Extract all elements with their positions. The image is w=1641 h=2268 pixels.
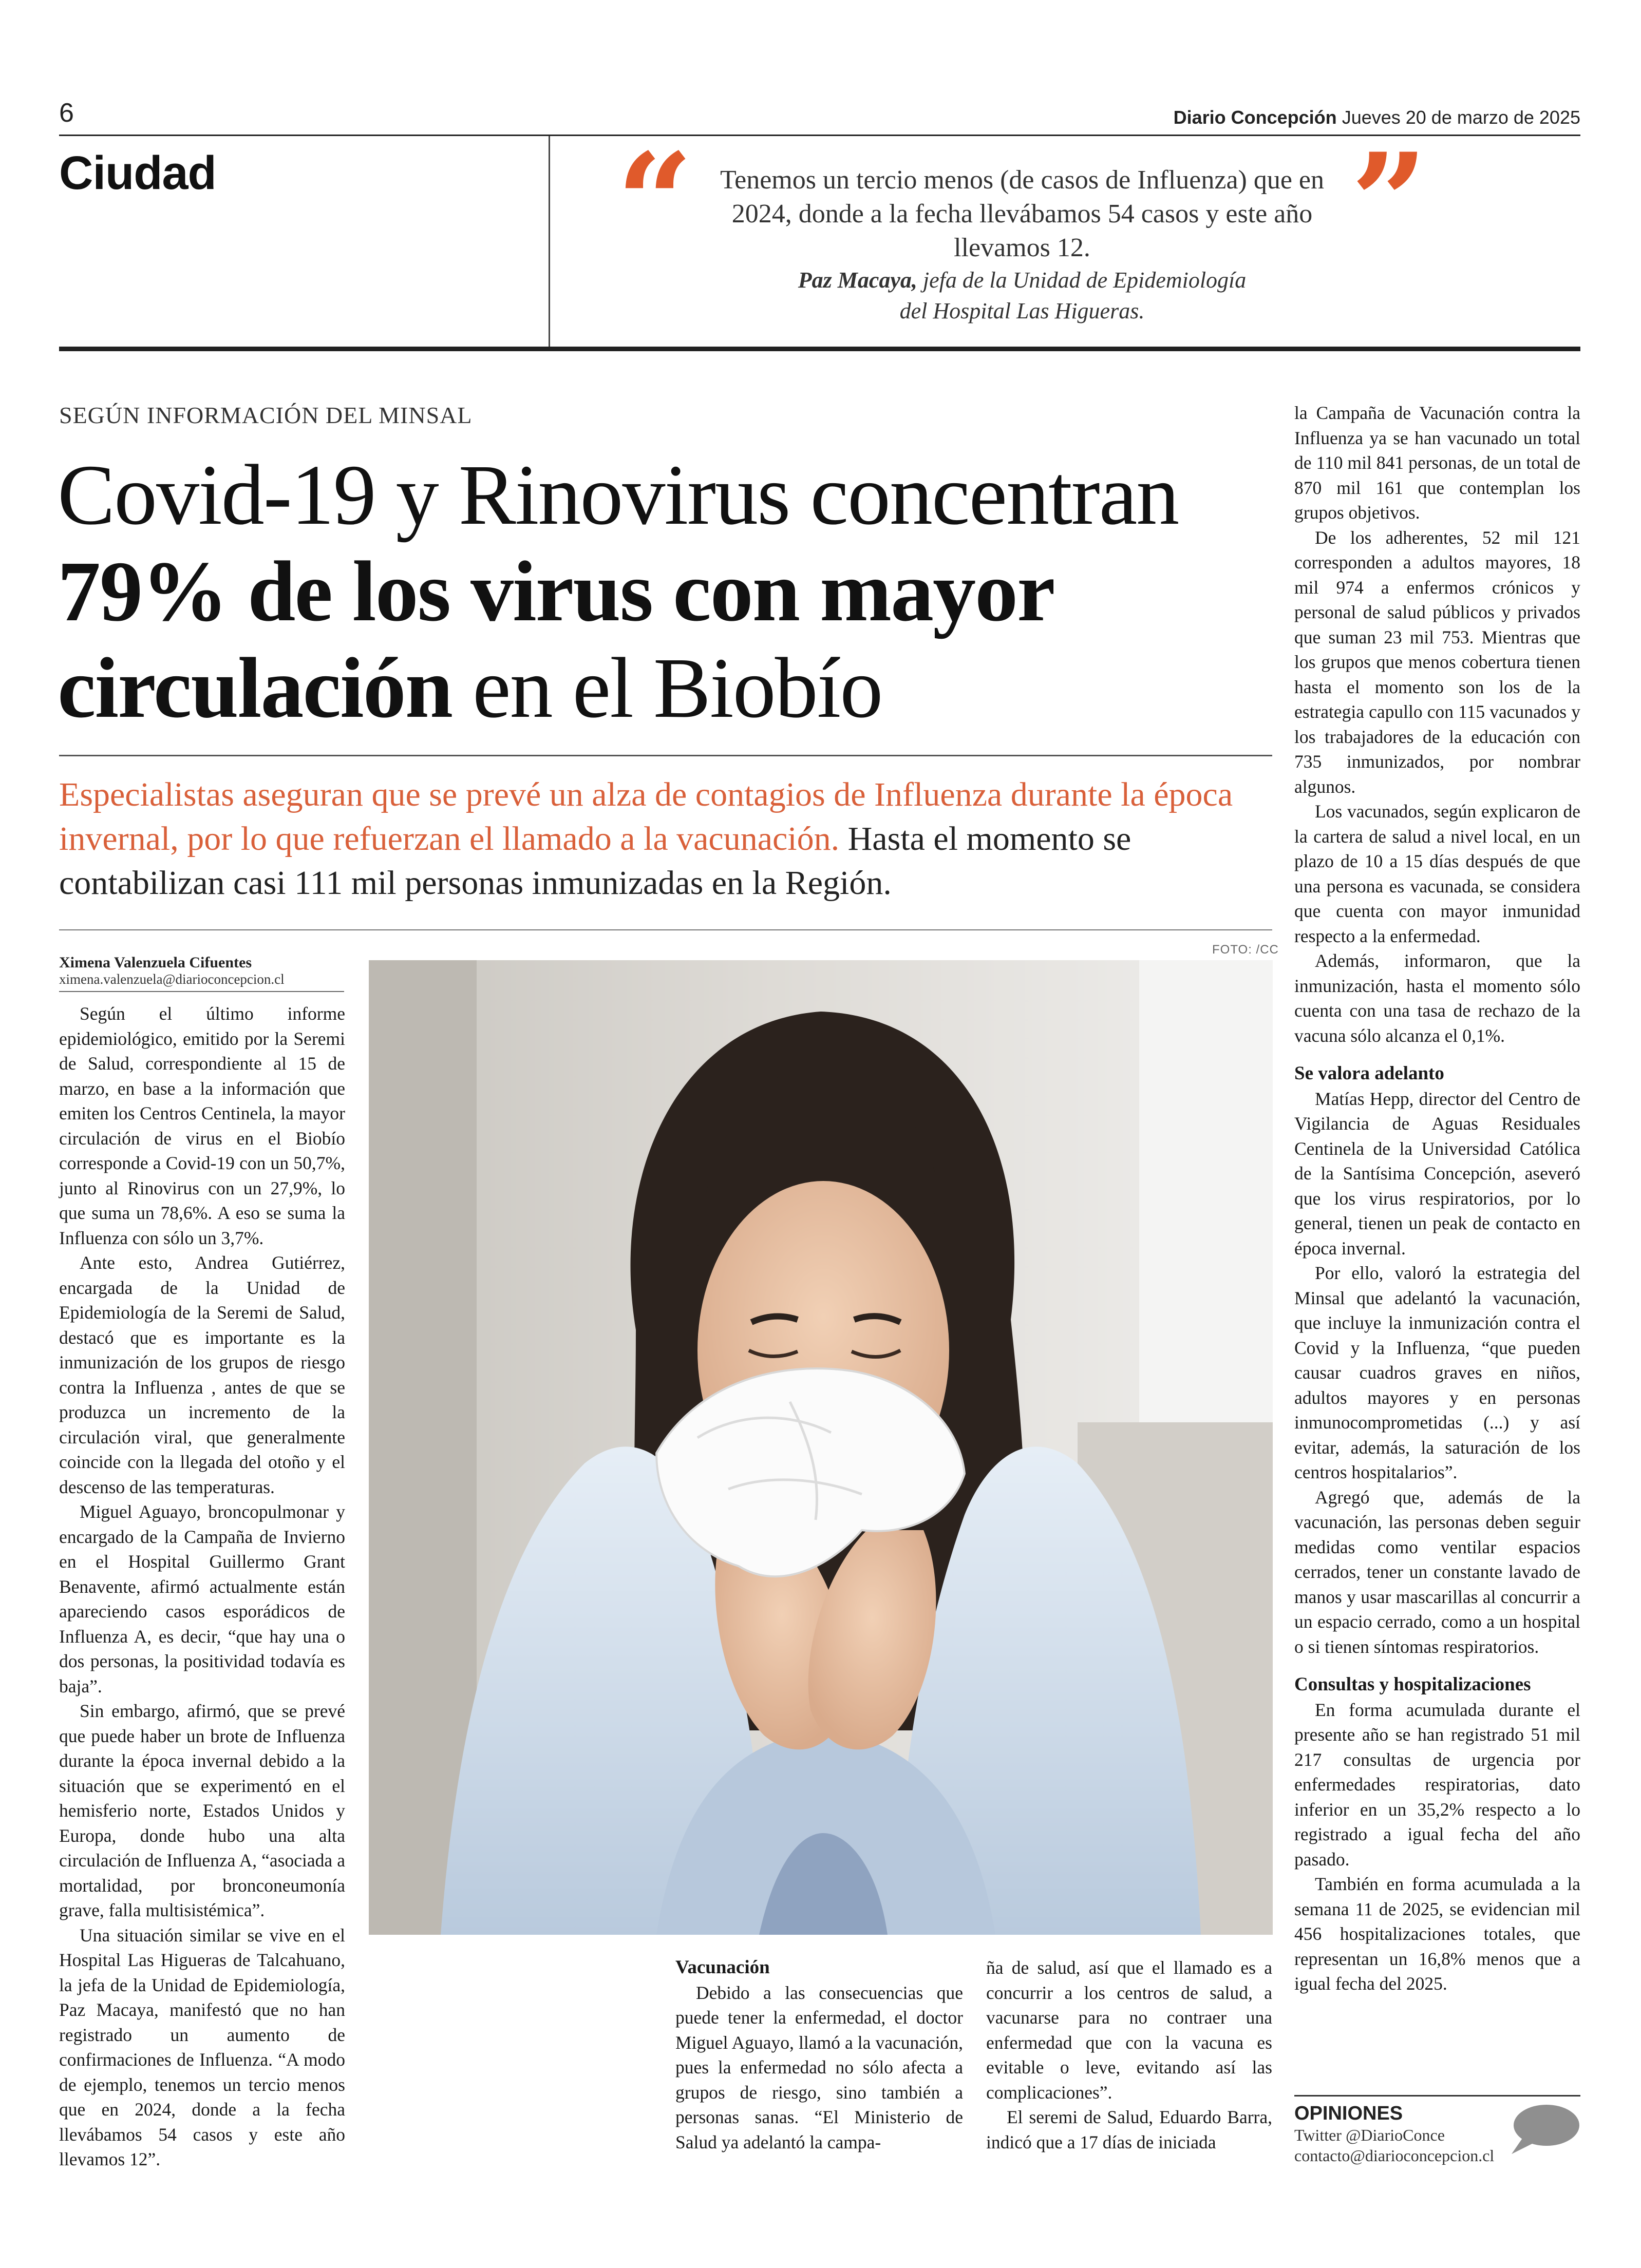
headline-line-3-bold: circulación xyxy=(58,640,452,736)
byline-rule xyxy=(59,991,344,992)
paragraph: Los vacunados, según explicaron de la cartera de salud a nivel local, en un plazo de 10 a 15 días después de que una persona es vacunada, se considera que cuenta con mayor inmunidad respecto a la enfermedad. xyxy=(1294,801,1580,946)
subheading-consultas: Consultas y hospitalizaciones xyxy=(1294,1674,1531,1695)
paragraph: También en forma acumulada a la semana 11 de 2025, se evidencian mil 456 hospitalizaciones totales, que representan un 16,8% menos que a igual fecha del 2025. xyxy=(1294,1874,1580,1994)
article-headline xyxy=(58,447,1290,736)
lead-rule xyxy=(59,929,1272,930)
header-divider xyxy=(549,136,550,347)
subheading-se-valora-adelanto: Se valora adelanto xyxy=(1294,1063,1444,1084)
pullquote-author-role: jefa de la Unidad de Epidemiología xyxy=(922,268,1247,293)
opinions-email[interactable]: contacto@diarioconcepcion.cl xyxy=(1294,2146,1495,2165)
byline-email[interactable]: ximena.valenzuela@diarioconcepcion.cl xyxy=(59,971,285,987)
paragraph: De los adherentes, 52 mil 121 corresponden a adultos mayores, 18 mil 974 a enfermos crónicos y personal de salud públicos y privados que suman 23 mil 753. Mientras que los grupos que menos cobertura tienen hasta el momento son los de la estrategia capullo con 115 vacunados y los trabajadores de la educación con 735 inmunizados, por nombrar algunos. xyxy=(1294,527,1580,797)
article-photo[interactable] xyxy=(369,960,1273,1935)
article-column-1 xyxy=(59,1001,345,2172)
section-title[interactable]: Ciudad xyxy=(59,147,216,199)
paragraph: Agregó que, además de la vacunación, las personas deben seguir medidas como ventilar espacios cerrados, tener un constante lavado de manos y usar mascarillas al concurrir a un espacio cerrado, como a un hospital o si tienen síntomas respiratorios. xyxy=(1294,1486,1580,1657)
opinions-title: OPINIONES xyxy=(1294,2103,1403,2124)
headline-line-1: Covid-19 y Rinovirus concentran xyxy=(58,447,1179,543)
paragraph: En forma acumulada durante el presente año se han registrado 51 mil 217 consultas de urgencia por enfermedades respiratorias, dato inferior en un 35,2% respecto a lo registrado a igual fecha del año pasado. xyxy=(1294,1699,1580,1870)
article-kicker: SEGÚN INFORMACIÓN DEL MINSAL xyxy=(59,402,473,428)
byline-name: Ximena Valenzuela Cifuentes xyxy=(59,954,252,971)
photo-credit: FOTO: /CC xyxy=(1212,943,1279,957)
pullquote-author xyxy=(709,265,1335,327)
newspaper-name[interactable]: Diario Concepción xyxy=(1173,107,1337,128)
lead-rest: Hasta el momento se contabilizan casi 111 mil personas inmunizadas en la Región. xyxy=(59,820,1131,902)
speech-bubble-icon xyxy=(1507,2103,1580,2156)
open-quote-icon: “ xyxy=(616,124,693,281)
pullquote-text: Tenemos un tercio menos (de casos de Influenza) que en 2024, donde a la fecha llevábamos 54 casos y este año llevamos 12. xyxy=(720,165,1325,262)
paragraph: Además, informaron, que la inmunización, hasta el momento sólo cuenta con una tasa de rechazo de la vacuna sólo alcanza el 0,1%. xyxy=(1294,950,1580,1046)
article-column-3 xyxy=(675,1955,963,2155)
paragraph: Matías Hepp, director del Centro de Vigilancia de Aguas Residuales Centinela de la Universidad Católica de la Santísima Concepción, aseveró que los virus respiratorios, por lo general, tienen un peak de contacto en época invernal. xyxy=(1294,1088,1580,1259)
paragraph: Sin embargo, afirmó, que se prevé que puede haber un brote de Influenza durante la época invernal debido a la situación que se experimentó en el hemisferio norte, Estados Unidos y Europa, donde hubo una alta circulación de Influenza A, “asociada a mortalidad, por bronconeumonía grave, falla multisistémica”. xyxy=(59,1701,345,1920)
paragraph: Según el último informe epidemiológico, emitido por la Seremi de Salud, correspondiente al 15 de marzo, en base a la información que emiten los Centros Centinela, la mayor circulación de virus en el Biobío corresponde a Covid-19 con un 50,7%, junto al Rinovirus con un 27,9%, lo que suma un 78,6%. A eso se suma la Influenza con sólo un 3,7%. xyxy=(59,1003,345,1248)
paragraph: Miguel Aguayo, broncopulmonar y encargado de la Campaña de Invierno en el Hospital Guillermo Grant Benavente, afirmó actualmente están apareciendo casos esporádicos de Influenza A, es decir, “que hay una o dos personas, la positividad todavía es baja”. xyxy=(59,1501,345,1697)
pullquote-author-role-2: del Hospital Las Higueras. xyxy=(899,298,1145,323)
article-column-4 xyxy=(986,1955,1272,2155)
page-number: 6 xyxy=(59,98,74,128)
article-lead xyxy=(59,773,1272,905)
lead-highlight: Especialistas aseguran que se prevé un alza de contagios de Influenza durante la época invernal, por lo que refuerzan el llamado a la vacunación. xyxy=(59,776,1233,857)
paragraph: El seremi de Salud, Eduardo Barra, indicó que a 17 días de iniciada xyxy=(986,2107,1272,2152)
close-quote-icon: ” xyxy=(1351,124,1428,281)
woman-sneezing-illustration xyxy=(369,960,1273,1935)
headline-line-2: 79% de los virus con mayor xyxy=(58,544,1054,639)
article-column-5 xyxy=(1294,401,1580,1996)
paragraph: Ante esto, Andrea Gutiérrez, encargada de la Unidad de Epidemiología de la Seremi de Salud, destacó que es importante es la inmunización de los grupos de riesgo contra la Influenza , antes de que se produzca un incremento de la circulación viral, que generalmente coincide con la llegada del otoño y el descenso de las temperaturas. xyxy=(59,1252,345,1497)
issue-date: Jueves 20 de marzo de 2025 xyxy=(1342,107,1580,128)
paragraph: la Campaña de Vacunación contra la Influenza ya se han vacunado un total de 110 mil 841 personas, de un total de 870 mil 161 que contemplan los grupos objetivos. xyxy=(1294,403,1580,523)
subheading-vacunacion: Vacunación xyxy=(675,1957,770,1978)
paragraph: Debido a las consecuencias que puede tener la enfermedad, el doctor Miguel Aguayo, llamó a la vacunación, pues la enfermedad no sólo afecta a grupos de riesgo, sino también a personas sanas. “El Ministerio de Salud ya adelantó la campa- xyxy=(675,1982,963,2152)
paragraph: ña de salud, así que el llamado es a concurrir a los centros de salud, a vacunarse para no contraer una enfermedad que con la vacuna es evitable o leve, evitando así las complicaciones”. xyxy=(986,1957,1272,2103)
opinions-twitter[interactable]: Twitter @DiarioConce xyxy=(1294,2126,1445,2144)
opinions-rule xyxy=(1294,2095,1580,2097)
pullquote-author-name: Paz Macaya, xyxy=(798,268,917,293)
headline-rule xyxy=(59,755,1272,756)
headline-line-3-rest: en el Biobío xyxy=(452,640,882,736)
paragraph: Por ello, valoró la estrategia del Minsal que adelantó la vacunación, que incluye la inmunización contra el Covid y la Influenza, “que pueden causar cuadros graves en niños, adultos mayores y en personas inmunocomprometidas (...) y así evitar, además, la saturación de los centros hospitalarios”. xyxy=(1294,1263,1580,1482)
paragraph: Una situación similar se vive en el Hospital Las Higueras de Talcahuano, la jefa de la Unidad de Epidemiología, Paz Macaya, manifestó que no han registrado un aumento de confirmaciones de Influenza. “A modo de ejemplo, tenemos un tercio menos que en 2024, donde a la fecha llevábamos 54 casos y este año llevamos 12”. xyxy=(59,1924,345,2169)
